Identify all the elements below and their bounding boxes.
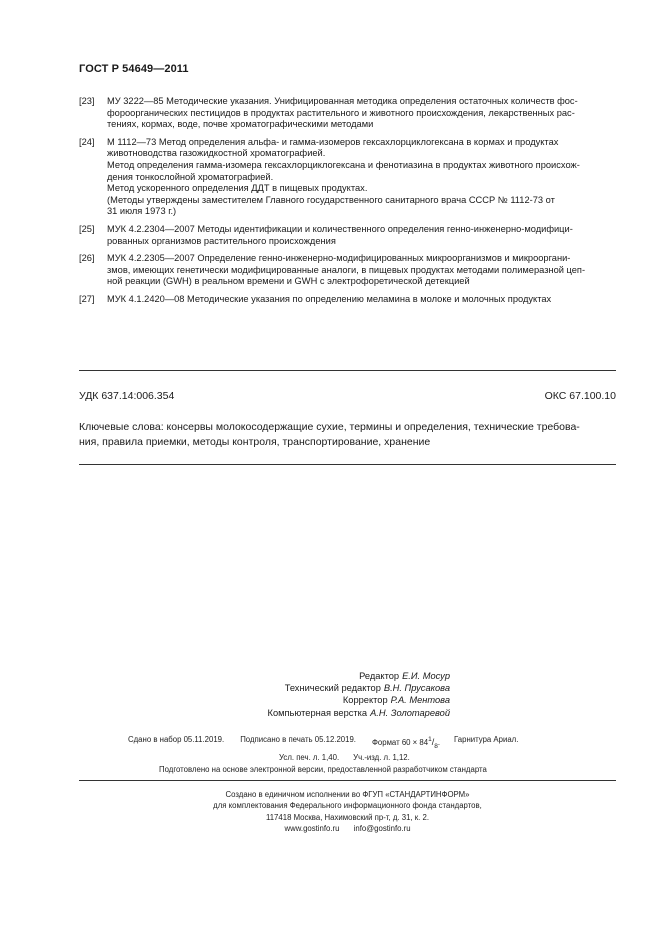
footer-line: Создано в единичном исполнении во ФГУП «СТАНДАРТИНФОРМ» [225,790,470,799]
reference-text [107,96,616,131]
reference-text [107,253,616,288]
reference-text [107,224,616,247]
prepared-note: Подготовлено на основе электронной версии, предоставленной разработчиком стандарта [159,764,487,774]
reference-text [107,137,616,218]
reference-line: МУК 4.2.2304—2007 Методы идентификации и количественного определения генно-инженерно-модифици- [107,223,573,234]
footer-contacts [79,823,616,834]
credit-role: Компьютерная верстка [267,707,368,718]
reference-number: [25] [79,223,95,234]
footer-line: для комплектования Федерального информационного фонда стандартов, [213,801,482,811]
reference-line: Метод определения гамма-изомера гексахлорциклогексана и фенотиазина в продуктах животного происхож- [107,159,580,170]
reference-line: животноводства газожидкостной хроматографией. [107,148,326,159]
divider-bottom [79,464,616,465]
reference-line: (Методы утверждены заместителем Главного государственного санитарного врача СССР № 1112-73 от [107,194,555,205]
credit-proofreader [200,694,450,706]
typeset-date: Сдано в набор 05.11.2019. [128,735,225,744]
footer-address: 117418 Москва, Нахимовский пр-т, д. 31, к. 2. [265,812,430,822]
reference-text [107,294,616,306]
reference-line: тениях, кормах, воде, почве хроматографическими методами [107,119,374,130]
divider-footer [79,780,616,781]
reference-number: [24] [79,136,95,147]
reference-item [79,224,616,247]
credit-role: Редактор [359,671,400,681]
reference-line: рованных организмов растительного происхождения [107,235,336,246]
reference-line: Метод ускоренного определения ДДТ в пищевых продуктах. [107,183,368,194]
reference-item [79,253,616,288]
classification-row [79,390,616,402]
credit-layout [200,707,450,719]
credit-person: В.Н. Прусакова [383,683,450,694]
reference-number: [23] [79,96,95,106]
reference-item [79,137,616,218]
publisher-footer [79,789,616,834]
reference-line: МУ 3222—85 Методические указания. Унифицированная методика определения остаточных количеств фос- [107,96,578,106]
credit-tech-editor [200,682,450,694]
website-link[interactable]: www.gostinfo.ru [284,823,340,833]
keywords-line: ния, правила приемки, методы контроля, транспортирование, хранение [79,436,431,448]
bibliography-list [79,96,616,312]
reference-line: фороорганических пестицидов в продуктах растительного и животного происхождения, лекарственных рас- [107,107,575,118]
print-format-fraction: $^1/_8$ [428,736,438,750]
reference-line: МУК 4.1.2420—08 Методические указания по определению меламина в молоке и молочных продуктах [107,293,552,304]
reference-number: [27] [79,293,95,304]
keywords-block [79,420,616,450]
credit-editor [200,670,450,682]
reference-number: [26] [79,253,95,264]
credit-role: Технический редактор [284,683,381,694]
credit-person: Р.А. Ментова [390,695,450,706]
print-row-2 [120,752,580,764]
divider-top [79,370,616,371]
reference-line: змов, имеющих генетически модифицированные аналоги, в пищевых продуктах методами полимеразной цеп- [107,264,586,275]
credit-person: А.Н. Золотаревой [370,707,450,718]
oks-code: ОКС 67.100.10 [544,390,616,402]
print-format: Формат $60 \times 84^1/_8$. [371,736,440,750]
signed-date: Подписано в печать 05.12.2019. [240,735,356,744]
reference-line: 31 июля 1973 г.) [107,206,177,217]
reference-line: М 1112—73 Метод определения альфа- и гамма-изомеров гексахлорциклогексана в кормах и продуктах [107,136,559,147]
credits-block [200,670,450,719]
reference-item [79,294,616,306]
print-row-1 [120,734,580,752]
fraction-denominator: 8 [434,742,438,750]
publishing-sheets: Уч.-изд. л. 1,12. [353,753,410,763]
udk-code: УДК 637.14:006.354 [79,390,175,402]
credit-person: Е.И. Мосур [402,671,450,681]
print-details [120,734,580,775]
font-info: Гарнитура Ариал. [454,735,519,744]
print-row-3 [120,764,580,776]
page-header-standard-id: ГОСТ Р 54649—2011 [79,63,189,75]
print-format-prefix: Формат 60 × 84 [371,738,429,747]
keywords-line: Ключевые слова: консервы молокосодержащие сухие, термины и определения, технические требова- [79,421,580,433]
reference-line: ной реакции (GWH) в реальном времени и GWH с электрофоретической детекцией [107,276,470,287]
print-sheets: Усл. печ. л. 1,40. [279,753,340,763]
reference-line: дения тонкослойной хроматографией. [107,171,274,182]
reference-item [79,96,616,131]
reference-line: МУК 4.2.2305—2007 Определение генно-инженерно-модифицированных микроорганизмов и микрооргани- [107,253,571,264]
credit-role: Корректор [342,695,388,706]
fraction-numerator: 1 [428,736,432,743]
email-link[interactable]: info@gostinfo.ru [353,823,411,833]
